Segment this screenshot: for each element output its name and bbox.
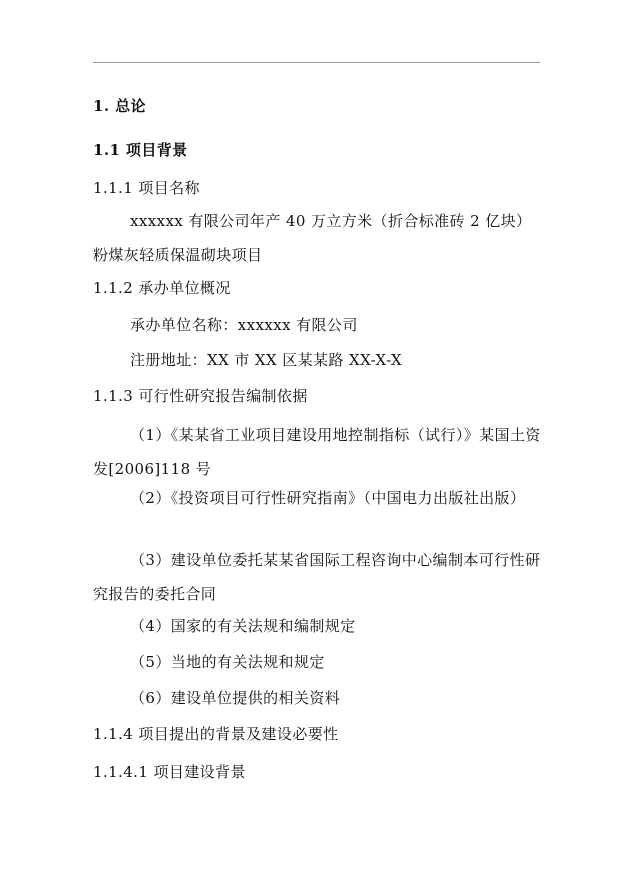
basis-item: （6）建设单位提供的相关资料 xyxy=(130,689,341,707)
subsection-organizer-overview: 1.1.2 承办单位概况 xyxy=(93,279,231,297)
basis-item: （5）当地的有关法规和规定 xyxy=(130,653,325,671)
basis-item: （3）建设单位委托某某省国际工程咨询中心编制本可行性研究报告的委托合同 xyxy=(93,551,541,603)
subsection-background-necessity: 1.1.4 项目提出的背景及建设必要性 xyxy=(93,725,339,743)
basis-item: （1）《某某省工业项目建设用地控制指标（试行）》某国土资发[2006]118 号 xyxy=(93,426,541,478)
header-rule xyxy=(93,62,540,63)
subsection-construction-background: 1.1.4.1 项目建设背景 xyxy=(93,763,246,781)
basis-item: （2）《投资项目可行性研究指南》（中国电力出版社出版） xyxy=(130,489,526,507)
subsection-project-name: 1.1.1 项目名称 xyxy=(93,179,200,197)
project-name-paragraph: xxxxxx 有限公司年产 40 万立方米（折合标准砖 2 亿块）粉煤灰轻质保温砌块项目 xyxy=(93,212,532,264)
chapter-heading: 1. 总论 xyxy=(93,97,146,115)
organizer-address: 注册地址：XX 市 XX 区某某路 XX-X-X xyxy=(130,351,403,369)
organizer-name: 承办单位名称：xxxxxx 有限公司 xyxy=(130,316,358,334)
subsection-compilation-basis: 1.1.3 可行性研究报告编制依据 xyxy=(93,387,308,405)
basis-item: （4）国家的有关法规和编制规定 xyxy=(130,617,356,635)
section-heading: 1.1 项目背景 xyxy=(93,141,188,159)
